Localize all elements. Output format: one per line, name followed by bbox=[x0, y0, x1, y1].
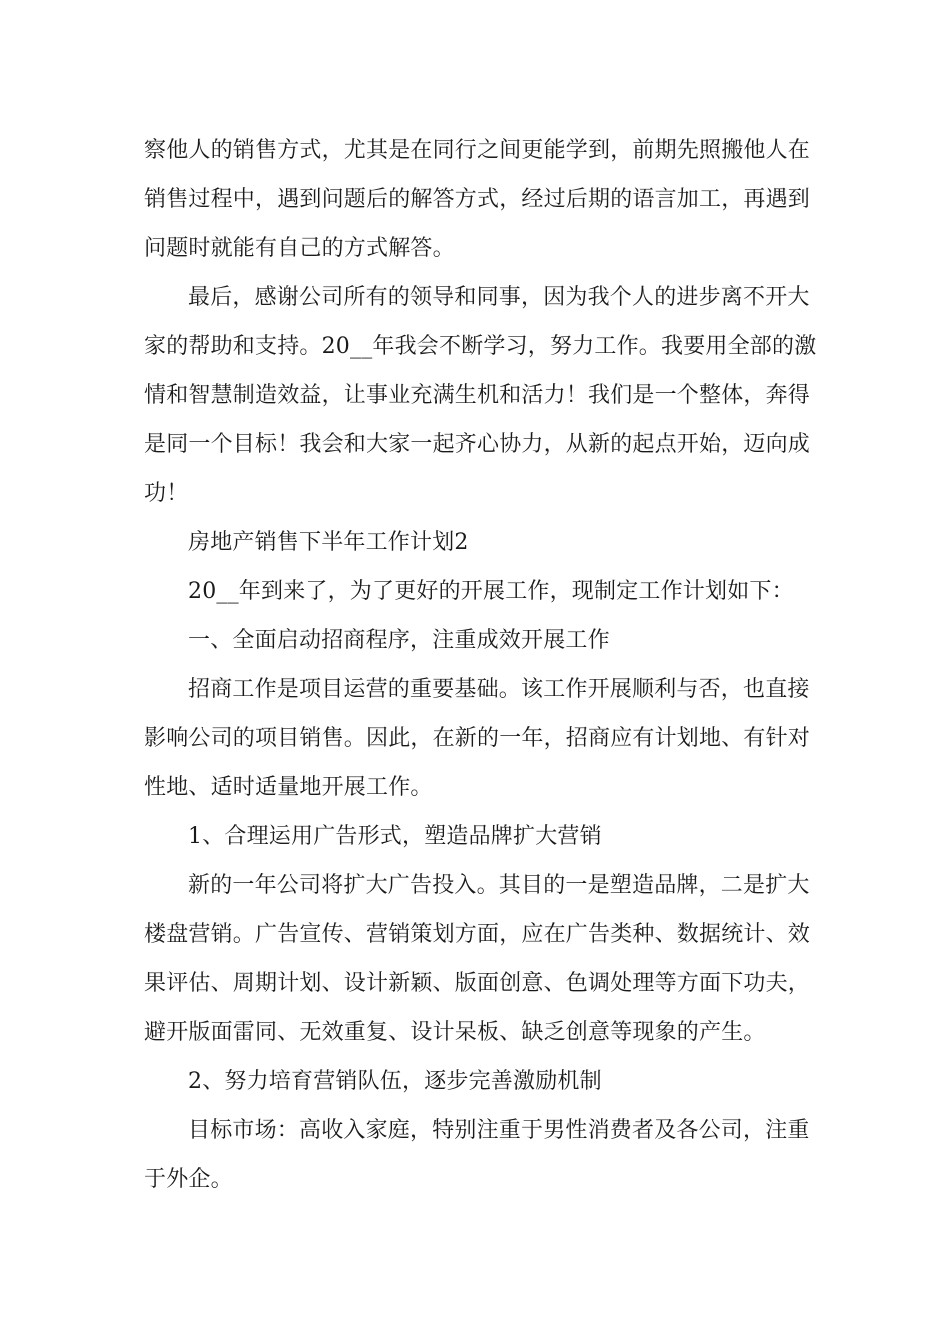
document-body bbox=[144, 126, 824, 1204]
paragraph-advertising: 新的一年公司将扩大广告投入。其目的一是塑造品牌，二是扩大楼盘营销。广告宣传、营销策划方面，应在广告类种、数据统计、效果评估、周期计划、设计新颖、版面创意、色调处理等方面下功夫，避开版面雷同、无效重复、设计呆板、缺乏创意等现象的产生。 bbox=[144, 873, 811, 1045]
heading-item-2: 2、努力培育营销队伍，逐步完善激励机制 bbox=[188, 1069, 602, 1094]
heading-item-1: 1、合理运用广告形式，塑造品牌扩大营销 bbox=[188, 824, 602, 849]
section-title: 房地产销售下半年工作计划2 bbox=[188, 530, 469, 555]
paragraph-continuation: 察他人的销售方式，尤其是在同行之间更能学到，前期先照搬他人在销售过程中，遇到问题后的解答方式，经过后期的语言加工，再遇到问题时就能有自己的方式解答。 bbox=[144, 138, 811, 261]
heading-level-1: 一、全面启动招商程序，注重成效开展工作 bbox=[188, 628, 610, 653]
paragraph-investment: 招商工作是项目运营的重要基础。该工作开展顺利与否，也直接影响公司的项目销售。因此，在新的一年，招商应有计划地、有针对性地、适时适量地开展工作。 bbox=[144, 677, 811, 800]
paragraph-thanks: 最后，感谢公司所有的领导和同事，因为我个人的进步离不开大家的帮助和支持。20__年我会不断学习，努力工作。我要用全部的激情和智慧制造效益，让事业充满生机和活力！我们是一个整体，奔得是同一个目标！我会和大家一起齐心协力，从新的起点开始，迈向成功！ bbox=[144, 285, 817, 506]
paragraph-target-market: 目标市场：高收入家庭，特别注重于男性消费者及各公司，注重于外企。 bbox=[144, 1118, 810, 1192]
paragraph-intro: 20__年到来了，为了更好的开展工作，现制定工作计划如下： bbox=[188, 579, 794, 604]
